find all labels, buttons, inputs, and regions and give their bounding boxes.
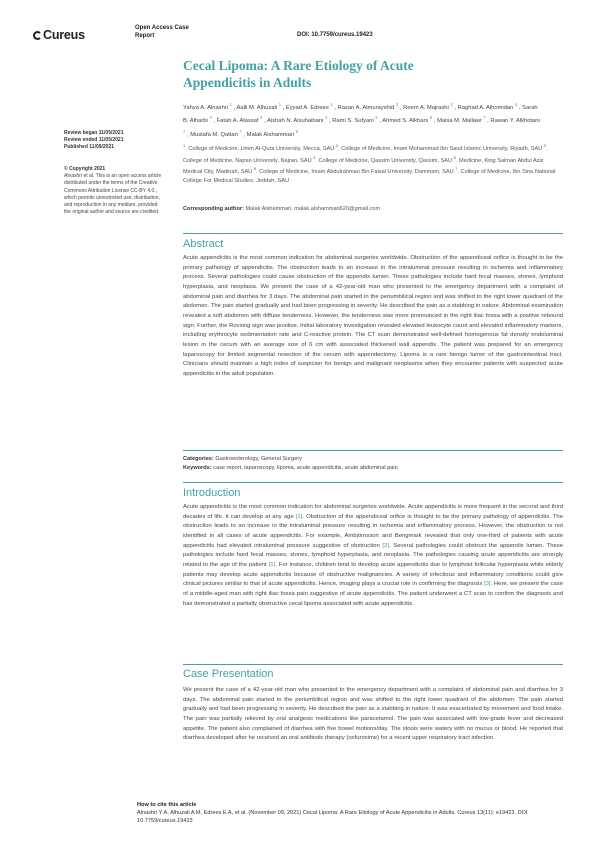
- author-name: Aishah N. Alsuhaibani $^4$: [267, 115, 328, 125]
- author-name: Reem A. Majrashi $^3$: [403, 102, 453, 111]
- review-dates: [64, 130, 164, 152]
- how-to-cite-label: How to cite this article: [137, 802, 197, 808]
- affiliation-number: 6: [253, 166, 257, 172]
- affiliation-number: 3: [543, 143, 547, 148]
- citation-link[interactable]: [3]: [484, 581, 491, 588]
- affiliation-number: 1: [183, 143, 186, 148]
- case-heading: Case Presentation: [183, 668, 274, 680]
- author-affiliation-number: 8: [295, 128, 298, 134]
- author-affiliation-number: 4: [514, 102, 518, 107]
- categories-keywords: [183, 455, 563, 472]
- keywords-line: [183, 464, 563, 473]
- author-name: Ahmed S. Alkhars $^6$: [382, 115, 433, 125]
- author-name: Yahya A. Alnashri $^1$: [183, 102, 232, 111]
- affiliation-number: 5: [453, 154, 456, 160]
- corresponding-value[interactable]: Malak Alshammari, malak.alshammari620@gmail.com: [245, 206, 381, 212]
- affiliation-item: $^7$. College of Medicine, Ibn Sina National College For Medical Studies, Jeddah, SAU: [183, 166, 556, 184]
- brand-name: Cureus: [43, 28, 85, 42]
- author-name: Raghad A. Alhomidan $^4$: [457, 102, 518, 111]
- case-text: We present the case of a 42-year-old man who presented to the emergency department with a complaint of abdominal pain and diarrhea for 3 days. The abdominal pain started in the periumbilical region and was shifted to the right lower quadrant of the abdomen. The pain started gradually and had been progressing in severity. He described the pain as a stabbing in nature. It was exacerbated by movement and food intake. The pain was partially relieved by oral analgesic medications like paracetamol. The pain was associated with low-grade fever and decreased appetite. The patient also complained of diarrhea with five bowel motions/day. The stools were watery with no mucus or blood. He reported that diarrhea developed after he received an oral antibiotic therapy (cefuroxime) for a recent upper respiratory tract infection.: [183, 687, 563, 742]
- introduction-divider: [183, 482, 563, 483]
- corresponding-label: Corresponding author:: [183, 206, 244, 212]
- article-title: Cecal Lipoma: A Rare Etiology of Acute Appendicitis in Adults: [183, 58, 414, 90]
- author-affiliation-number: 1: [229, 102, 232, 107]
- author-name: Malak Alshammari $^8$: [246, 128, 298, 138]
- affiliation-number: 4: [313, 154, 316, 160]
- abstract-text: Acute appendicitis is the most common indication for abdominal surgeries worldwide. Obstruction of the appendiceal orifice is thought to be the primary pathology of appendicitis. The obstruction leads to an increase in the intraluminal pressure resulting in ischemia and inflammatory process. Several pathologies could cause obstruction of the appendix lumen. These pathologies include hard fecal masses, stones, lymphoid hyperplasia, and neoplasia. We present the case of a 42-year-old man who presented to the emergency department with a complaint of abdominal pain and diarrhea for 3 days. The abdominal pain started in the periumbilical region and was shifted to the right lower quadrant of the abdomen. The pain started gradually and had been progressing in severity. He described the pain as a stabbing in nature. Abdominal examination revealed a soft abdomen with diffuse tenderness. However, the tenderness was more pronounced in the right iliac fossa with a positive rebound sign. Further, the Rovsing sign was positive. Initial laboratory investigation revealed elevated leukocyte count and elevated inflammatory markers, including erythrocyte sedimentation rate and C-reactive protein. The CT scan demonstrated well-defined homogenous fat density endoluminal lesion in the cecum with an average size of 6 cm with associated thickened wall appendix. The patient was prepared for an emergency laparoscopy for limited segmental resection of the cecum with appendectomy. Lipoma is a rare benign tumor of the gastrointestinal tract. Clinicians should maintain a high index of suspicion for benign and malignant neoplasms when they encounter patients with suspected acute appendicitis in the adult population.: [183, 255, 563, 377]
- copyright-text: Alnashri et al. This is an open access article distributed under the terms of the Creative Commons Attribution License CC-BY 4.0., which permits unrestricted use, distribution, and reproduction in any medium, provided the original author and source are credited.: [64, 173, 162, 216]
- article-type-line1: Open Access Case: [135, 25, 189, 31]
- affiliations: [183, 142, 563, 186]
- author-affiliation-number: 1: [278, 102, 282, 107]
- author-affiliation-number: 3: [450, 102, 453, 107]
- affiliation-item: $^6$. College of Medicine, Imam Abdulrahman Bin Faisal University, Dammam, SAU: [253, 166, 456, 176]
- affiliation-item: $^5$. Medicine, King Salman Abdul Aziz Medical City, Madinah, SAU: [183, 154, 544, 176]
- abstract-divider: [183, 233, 563, 234]
- author-list: Yahya A. Alnashri $^1$ , Aalli M. Alhuzali $^1$ , Eyyad A. Edrees $^1$ , Razan A. Almurayshid $^2$ , Reem A. Majrashi $^3$ , Raghad A. Alhomidan $^4$ , Sarah B. Alharbi $^4$ , Fatah A. Alassaf $^4$ , Aishah N. Alsuhaibani $^4$ , Rami S. Sufyani $^5$ , Ahmed S. Alkhars $^6$ , Maisa M. Mallawi $^7$ , Rawan Y. Alkhotani $^7$ , Mustafa M. Qattan $^7$ , Malak Alshammari $^8$: [183, 102, 540, 138]
- affiliation-item: $^2$. College of Medicine, Imam Mohammad Ibn Saud Islamic University, Riyadh, SAU: [335, 143, 544, 152]
- case-divider: [183, 664, 563, 665]
- author-name: Maisa M. Mallawi $^7$: [437, 115, 486, 125]
- author-name: Razan A. Almurayshid $^2$: [337, 102, 399, 111]
- affiliation-number: 2: [335, 143, 339, 148]
- article-type-line2: Report: [135, 32, 155, 39]
- keywords-divider: [183, 450, 563, 451]
- affiliation-item: $^4$. College of Medicine, Qassim University, Qassim, SAU: [313, 154, 454, 164]
- author-name: Mustafa M. Qattan $^7$: [190, 128, 242, 138]
- author-name: Eyyad A. Edrees $^1$: [285, 102, 333, 111]
- author-affiliation-number: 4: [260, 115, 263, 121]
- citation-link[interactable]: [2]: [382, 542, 389, 549]
- cureus-logo-icon: [33, 31, 42, 40]
- how-to-cite-text: Alnashri Y A, Alhuzali A M, Edrees E A, et al. (November 09, 2021) Cecal Lipoma: A Rare Etiology of Acute Appendicitis in Adults. Cureus 13(11): e19423. DOI 10.7759/cureus.19423: [137, 810, 528, 824]
- introduction-text: Acute appendicitis is the most common indication for abdominal surgeries worldwide. Acute appendicitis is more frequent in the second and third decades of life, it can develop at any age [1]. Obstruction of the appendiceal orifice is thought to be the primary pathology of appendicitis. The obstruction leads to an increase in the intraluminal pressure resulting in ischemia and inflammatory process. However, the obstruction is not identified in all cases of acute appendicitis. For example, Ambjörnsson and Bengmark revealed that only one-third of patients with acute appendicitis had elevated intraluminal pressure suggestive of obstruction [2]. Several pathologies could obstruct the appendix lumen. These pathologies include hard fecal masses, stones, lymphoid hyperplasia, and neoplasia. The pathologies causing acute appendicitis are strongly related to the age of the patient [1]. For instance, children tend to develop acute appendicitis due to lymphoid follicular hyperplasia while elderly patients may develop acute appendicitis because of obstructive malignancies. A variety of infectious and inflammatory conditions could give clinical pictures similar to that of acute appendicitis. Hence, imaging plays a crucial role in confirming the diagnosis [3]. Here, we present the case of a middle-aged man with right iliac fossa pain suggestive of acute appendicitis. The patient underwent a CT scan to confirm the diagnosis and has demonstrated a partially obstructive cecal lipoma associated with acute appendicitis.: [183, 504, 563, 607]
- author-name: Sarah B. Alharbi $^4$: [183, 104, 538, 125]
- review-ended: Review ended 11/05/2021: [64, 137, 124, 144]
- author-name: Rawan Y. Alkhotani $^7$: [183, 118, 540, 134]
- author-affiliation-number: 1: [330, 102, 333, 107]
- categories-value: Gastroenterology, General Surgery: [215, 456, 302, 462]
- author-affiliation-number: 7: [183, 128, 186, 134]
- article-type: [135, 25, 189, 40]
- keywords-value: case report, laparoscopy, lipoma, acute appendicitis, acute abdominal pain: [213, 464, 398, 471]
- published-date: Published 11/09/2021: [64, 144, 115, 151]
- author-affiliation-number: 7: [239, 128, 242, 134]
- categories-line: [183, 455, 563, 464]
- author-affiliation-number: 7: [483, 115, 486, 121]
- corresponding-author: [183, 206, 380, 212]
- author-affiliation-number: 6: [429, 115, 433, 121]
- author-affiliation-number: 4: [209, 115, 212, 121]
- introduction-heading: Introduction: [183, 487, 241, 499]
- cureus-logo: [33, 28, 85, 42]
- citation-link[interactable]: [1]: [268, 561, 276, 568]
- author-affiliation-number: 5: [375, 115, 378, 121]
- author-affiliation-number: 4: [325, 115, 328, 121]
- keywords-label: Keywords:: [183, 464, 212, 471]
- affiliation-item: $^1$. College of Medicine, Umm Al-Qura University, Mecca, SAU: [183, 143, 336, 152]
- author-name: Rami S. Sufyani $^5$: [332, 115, 378, 125]
- review-began: Review began 11/05/2021: [64, 130, 124, 136]
- citation-link[interactable]: [1]: [295, 513, 303, 520]
- abstract-heading: Abstract: [183, 238, 224, 250]
- header-doi: DOI: 10.7759/cureus.19423: [297, 32, 373, 38]
- how-to-cite: [137, 801, 557, 825]
- categories-label: Categories:: [183, 456, 214, 462]
- copyright-block: [64, 166, 164, 216]
- affiliation-item: $^3$. College of Medicine, Najran University, Najran, SAU: [183, 143, 548, 164]
- author-name: Aalli M. Alhuzali $^1$: [236, 102, 282, 111]
- author-affiliation-number: 2: [395, 102, 399, 107]
- affiliation-number: 7: [455, 166, 458, 172]
- author-name: Fatah A. Alassaf $^4$: [216, 115, 263, 125]
- copyright-title: © Copyright 2021: [64, 166, 106, 172]
